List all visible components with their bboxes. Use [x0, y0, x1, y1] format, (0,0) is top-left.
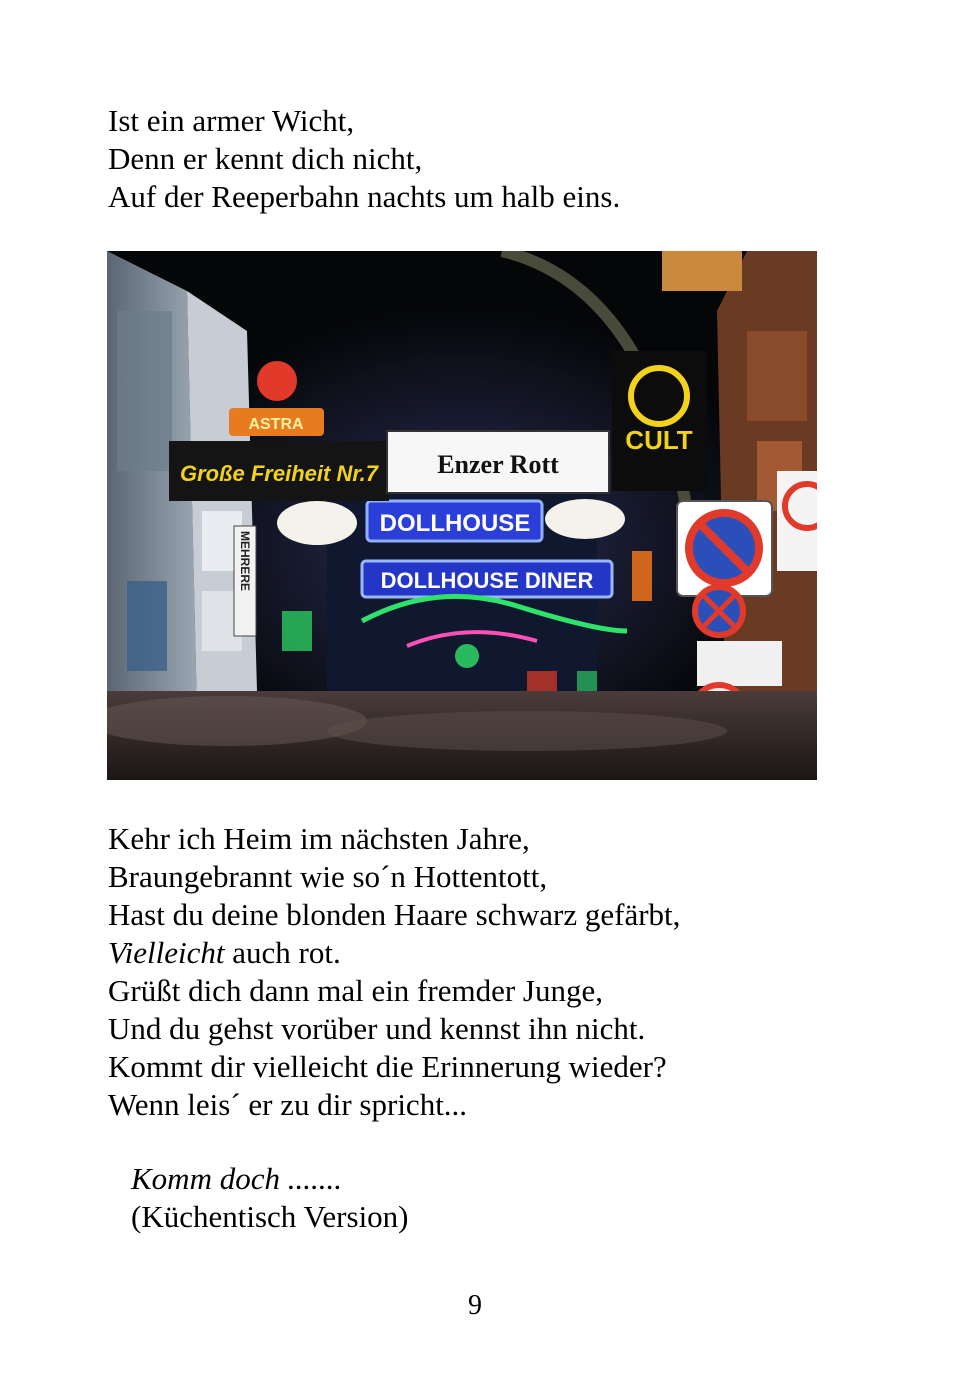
dollhouse-sign: DOLLHOUSE — [379, 510, 531, 537]
mehrere-sign: MEHRERE — [238, 531, 252, 592]
verse-line: Kehr ich Heim im nächsten Jahre, — [108, 821, 530, 856]
verse-line: Ist ein armer Wicht, — [108, 103, 355, 138]
verse-line: Wenn leis´ er zu dir spricht... — [108, 1087, 468, 1122]
verse-line: Auf der Reeperbahn nachts um halb eins. — [108, 179, 621, 214]
verse-line: Kommt dir vielleicht die Erinnerung wieder? — [108, 1049, 667, 1084]
page-number: 9 — [468, 1290, 482, 1321]
astra-sign: ASTRA — [248, 416, 304, 433]
italic-word: Vielleicht — [108, 935, 225, 970]
grosse-freiheit-sign: Große Freiheit Nr.7 — [179, 461, 379, 486]
verse-line: Und du gehst vorüber und kennst ihn nicht. — [108, 1011, 646, 1046]
stanza-2 — [108, 820, 680, 1124]
verse-line: Hast du deine blonden Haare schwarz gefärbt, — [108, 897, 681, 932]
coda-line: Komm doch ....... — [131, 1161, 342, 1196]
stanza-1 — [108, 102, 620, 216]
version-note: (Küchentisch Version) — [131, 1199, 409, 1234]
coda — [131, 1160, 409, 1236]
verse-line: Grüßt dich dann mal ein fremder Junge, — [108, 973, 603, 1008]
verse-line: Braungebrannt wie so´n Hottentott, — [108, 859, 548, 894]
cult-sign: CULT — [625, 425, 693, 455]
verse-line: Denn er kennt dich nicht, — [108, 141, 423, 176]
reeperbahn-night-photo — [107, 251, 817, 780]
dollhouse-diner-sign: DOLLHOUSE DINER — [380, 568, 594, 593]
enzer-rott-sign: Enzer Rott — [437, 450, 559, 479]
verse-line — [108, 934, 680, 972]
verse-line-rest: auch rot. — [224, 935, 341, 970]
